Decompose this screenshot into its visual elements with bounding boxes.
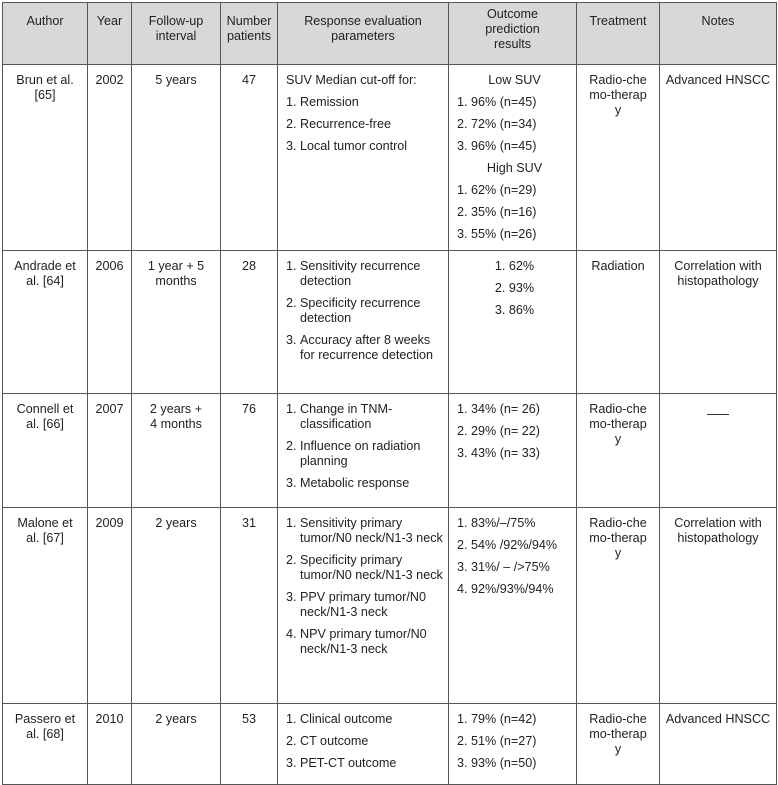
outcome-cell	[449, 508, 577, 704]
outcome-item: 3. 43% (n= 33)	[457, 446, 540, 460]
treatment-text: Radio-chemo-therapy	[589, 402, 647, 446]
param-text: PPV primary tumor/N0 neck/N1-3 neck	[300, 590, 426, 619]
param-text: NPV primary tumor/N0 neck/N1-3 neck	[300, 627, 427, 656]
notes-cell	[660, 251, 777, 394]
patients-cell	[221, 65, 278, 251]
table-header	[3, 3, 777, 65]
notes-text: Correlation with histopathology	[674, 516, 762, 545]
interval-text: 2 years	[155, 516, 197, 530]
results-table	[2, 2, 777, 785]
outcome-item: 3. 31%/ – />75%	[457, 560, 550, 574]
param-number: 3.	[286, 333, 297, 347]
notes-cell	[660, 704, 777, 785]
outcome-item: 4. 92%/93%/94%	[457, 582, 554, 596]
param-item	[286, 402, 444, 432]
interval-text: 2 years + 4 months	[149, 402, 203, 431]
param-number: 1.	[286, 259, 297, 273]
notes-cell	[660, 394, 777, 508]
interval-cell	[132, 65, 221, 251]
patients-cell	[221, 251, 278, 394]
param-item	[286, 476, 444, 491]
notes-text: Advanced HNSCC	[665, 712, 771, 726]
patients-text: 47	[241, 73, 256, 87]
year-cell	[88, 704, 132, 785]
param-text: Influence on radiation planning	[300, 439, 421, 468]
empty-notes-dash	[707, 414, 729, 415]
header-patients: Number patients	[221, 3, 278, 65]
param-text: Change in TNM-classification	[300, 402, 393, 431]
parameters-cell	[278, 251, 449, 394]
params-intro: SUV Median cut-off for:	[286, 73, 417, 87]
outcome-item: 2. 51% (n=27)	[457, 734, 537, 748]
param-number: 3.	[286, 590, 297, 604]
param-text: Local tumor control	[300, 139, 408, 153]
param-number: 2.	[286, 553, 297, 567]
year-text: 2010	[95, 712, 124, 726]
param-text: CT outcome	[300, 734, 369, 748]
param-number: 1.	[286, 712, 297, 726]
treatment-cell	[577, 508, 660, 704]
table-row	[3, 65, 777, 251]
param-item	[286, 734, 444, 749]
outcome-item: 2. 29% (n= 22)	[457, 424, 540, 438]
interval-text: 2 years	[155, 712, 197, 726]
author-cell	[3, 65, 88, 251]
patients-text: 53	[241, 712, 256, 726]
parameters-cell	[278, 508, 449, 704]
year-text: 2002	[95, 73, 124, 87]
param-number: 4.	[286, 627, 297, 641]
table-row	[3, 704, 777, 785]
interval-text: 5 years	[155, 73, 197, 87]
author-cell	[3, 508, 88, 704]
param-text: PET-CT outcome	[300, 756, 397, 770]
patients-text: 28	[241, 259, 256, 273]
param-item	[286, 95, 444, 110]
outcome-item: Low SUV	[488, 73, 541, 87]
header-author: Author	[3, 3, 88, 65]
interval-cell	[132, 704, 221, 785]
param-item	[286, 590, 444, 620]
param-number: 2.	[286, 296, 297, 310]
outcome-cell	[449, 65, 577, 251]
param-number: 3.	[286, 139, 297, 153]
author-text: Brun et al. [65]	[16, 73, 74, 102]
year-text: 2007	[95, 402, 124, 416]
param-item	[286, 439, 444, 469]
parameters-cell	[278, 704, 449, 785]
author-text: Connell et al. [66]	[16, 402, 74, 431]
author-cell	[3, 394, 88, 508]
interval-text: 1 year + 5 months	[147, 259, 205, 288]
interval-cell	[132, 251, 221, 394]
param-number: 2.	[286, 117, 297, 131]
author-cell	[3, 251, 88, 394]
notes-text: Advanced HNSCC	[665, 73, 771, 87]
patients-cell	[221, 394, 278, 508]
notes-text: Correlation with histopathology	[674, 259, 762, 288]
author-text: Malone et al. [67]	[17, 516, 73, 545]
patients-cell	[221, 704, 278, 785]
outcome-cell	[449, 251, 577, 394]
outcome-item: 3. 93% (n=50)	[457, 756, 537, 770]
year-cell	[88, 251, 132, 394]
outcome-item: 3. 96% (n=45)	[457, 139, 537, 153]
outcome-item: 1. 62% (n=29)	[457, 183, 537, 197]
outcome-item: 1. 96% (n=45)	[457, 95, 537, 109]
param-item	[286, 259, 444, 289]
header-treatment: Treatment	[577, 3, 660, 65]
outcome-item: 3. 55% (n=26)	[457, 227, 537, 241]
param-item	[286, 296, 444, 326]
patients-cell	[221, 508, 278, 704]
notes-cell	[660, 65, 777, 251]
treatment-text: Radio-chemo-therapy	[589, 73, 647, 117]
param-text: Sensitivity primary tumor/N0 neck/N1-3 neck	[300, 516, 443, 545]
year-cell	[88, 65, 132, 251]
param-text: Remission	[300, 95, 359, 109]
param-number: 1.	[286, 95, 297, 109]
treatment-text: Radiation	[591, 259, 645, 273]
outcome-item: 1. 79% (n=42)	[457, 712, 537, 726]
year-text: 2006	[95, 259, 124, 273]
param-item	[286, 139, 444, 154]
parameters-cell	[278, 394, 449, 508]
outcome-cell	[449, 704, 577, 785]
year-cell	[88, 394, 132, 508]
treatment-text: Radio-chemo-therapy	[589, 712, 647, 756]
table-row	[3, 394, 777, 508]
param-item	[286, 627, 444, 657]
outcome-item: 1. 83%/–/75%	[457, 516, 536, 530]
param-text: Clinical outcome	[300, 712, 393, 726]
param-text: Specificity primary tumor/N0 neck/N1-3 neck	[300, 553, 443, 582]
year-cell	[88, 508, 132, 704]
header-notes: Notes	[660, 3, 777, 65]
outcome-item: 1. 62%	[494, 259, 535, 273]
interval-cell	[132, 394, 221, 508]
outcome-item: High SUV	[486, 161, 543, 175]
patients-text: 31	[241, 516, 256, 530]
author-cell	[3, 704, 88, 785]
param-item	[286, 712, 444, 727]
param-text: Accuracy after 8 weeks for recurrence detection	[300, 333, 434, 362]
treatment-cell	[577, 65, 660, 251]
treatment-cell	[577, 704, 660, 785]
treatment-text: Radio-chemo-therapy	[589, 516, 647, 560]
header-year: Year	[88, 3, 132, 65]
param-text: Specificity recurrence detection	[300, 296, 421, 325]
parameters-cell	[278, 65, 449, 251]
header-parameters: Response evaluation parameters	[278, 3, 449, 65]
outcome-item: 2. 54% /92%/94%	[457, 538, 558, 552]
table-row	[3, 251, 777, 394]
header-outcome: Outcome prediction results	[449, 3, 577, 65]
outcome-item: 2. 72% (n=34)	[457, 117, 537, 131]
header-interval: Follow-up interval	[132, 3, 221, 65]
patients-text: 76	[241, 402, 256, 416]
param-number: 3.	[286, 476, 297, 490]
table-body	[3, 65, 777, 785]
param-item	[286, 756, 444, 771]
author-text: Passero et al. [68]	[14, 712, 76, 741]
outcome-item: 1. 34% (n= 26)	[457, 402, 540, 416]
param-number: 3.	[286, 756, 297, 770]
param-text: Recurrence-free	[300, 117, 391, 131]
table-row	[3, 508, 777, 704]
param-number: 2.	[286, 734, 297, 748]
param-number: 1.	[286, 402, 297, 416]
notes-cell	[660, 508, 777, 704]
param-text: Sensitivity recurrence detection	[300, 259, 421, 288]
param-number: 2.	[286, 439, 297, 453]
param-item	[286, 333, 444, 363]
param-item	[286, 553, 444, 583]
interval-cell	[132, 508, 221, 704]
param-item	[286, 516, 444, 546]
param-item	[286, 117, 444, 132]
year-text: 2009	[95, 516, 124, 530]
treatment-cell	[577, 251, 660, 394]
param-text: Metabolic response	[300, 476, 410, 490]
outcome-item: 2. 35% (n=16)	[457, 205, 537, 219]
outcome-item: 3. 86%	[494, 303, 535, 317]
param-number: 1.	[286, 516, 297, 530]
outcome-item: 2. 93%	[494, 281, 535, 295]
treatment-cell	[577, 394, 660, 508]
outcome-cell	[449, 394, 577, 508]
author-text: Andrade et al. [64]	[14, 259, 76, 288]
